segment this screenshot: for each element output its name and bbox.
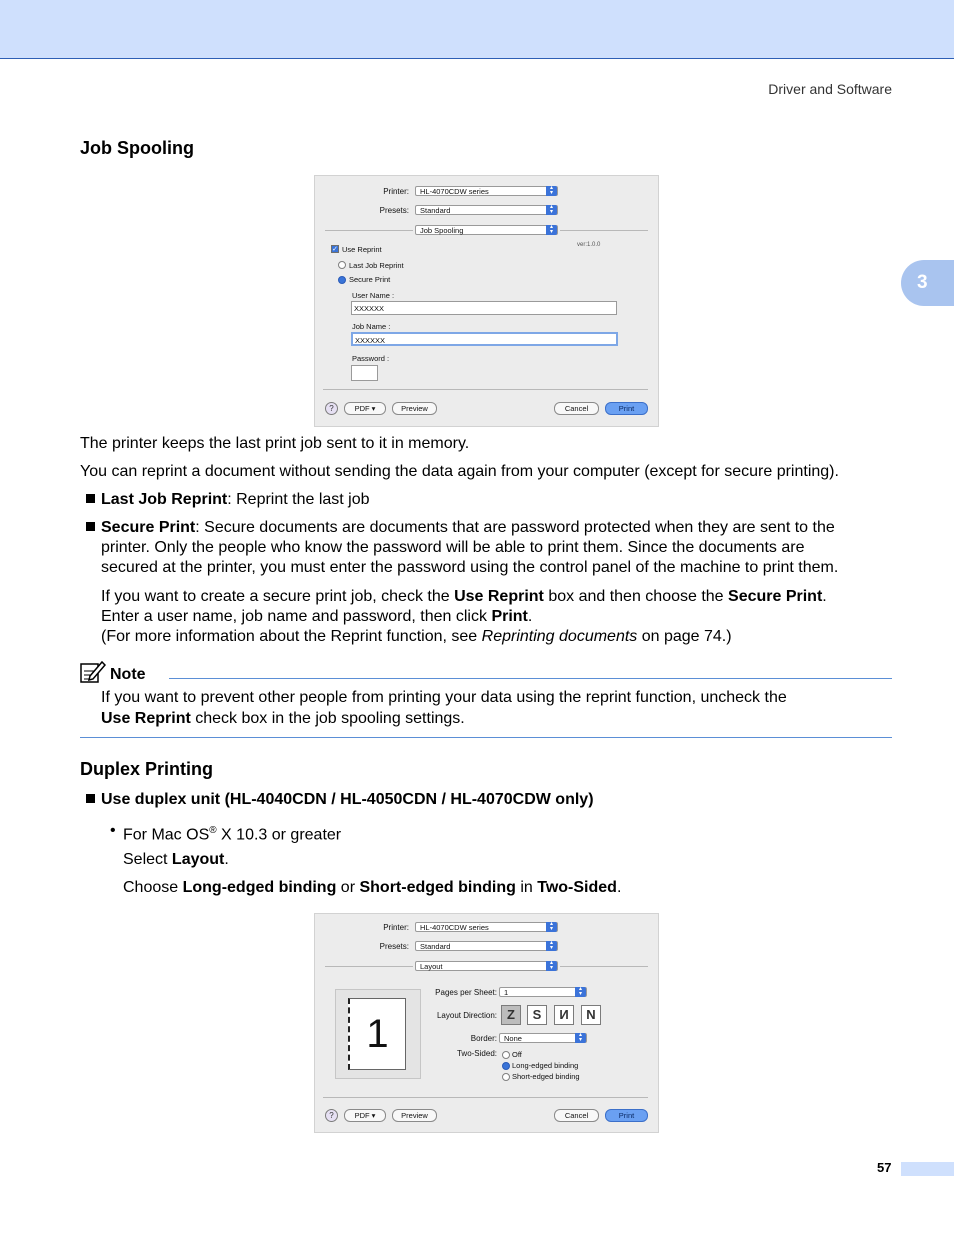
separator	[325, 966, 413, 967]
paragraph: Enter a user name, job name and password, then click Print.	[101, 608, 533, 625]
preview-button[interactable]: Preview	[392, 1109, 437, 1122]
bullet-square	[86, 794, 95, 803]
last-job-reprint-radio[interactable]	[338, 261, 346, 269]
layout-dialog	[314, 913, 659, 1133]
note-divider	[80, 737, 892, 738]
layout-direction-z[interactable]: Z	[501, 1005, 521, 1025]
note-text: Use Reprint check box in the job spooling settings.	[101, 710, 465, 727]
user-name-field[interactable]: XXXXXX	[351, 301, 617, 315]
preview-button[interactable]: Preview	[392, 402, 437, 415]
page-number: 57	[877, 1160, 892, 1175]
note-text: If you want to prevent other people from printing your data using the reprint function, uncheck the	[101, 689, 787, 706]
separator	[323, 1097, 648, 1098]
chapter-tab: 3	[901, 260, 954, 306]
page-preview: 1	[348, 998, 406, 1070]
layout-direction-s[interactable]: S	[527, 1005, 547, 1025]
printer-popup[interactable]: HL-4070CDW series ▴ ▾	[415, 186, 558, 196]
layout-direction-reverse-n[interactable]: И	[554, 1005, 574, 1025]
paragraph: You can reprint a document without sending the data again from your computer (except for secure printing).	[80, 463, 839, 480]
layout-direction-n[interactable]: N	[581, 1005, 601, 1025]
short-edged-binding-label: Short-edged binding	[512, 1072, 580, 1081]
print-button[interactable]: Print	[605, 1109, 648, 1122]
bullet-square	[86, 494, 95, 503]
pages-per-sheet-label: Pages per Sheet:	[435, 988, 497, 997]
note-pencil-icon	[80, 660, 106, 684]
panel-popup[interactable]: Job Spooling ▴ ▾	[415, 225, 558, 235]
layout-direction-label: Layout Direction:	[436, 1011, 497, 1020]
password-field[interactable]	[351, 365, 378, 381]
job-name-label: Job Name :	[352, 322, 391, 331]
paragraph: (For more information about the Reprint function, see Reprinting documents on page 74.)	[101, 628, 732, 645]
presets-label: Presets:	[379, 206, 409, 215]
secure-print-label: Secure Print	[349, 275, 391, 284]
section-header: Driver and Software	[768, 81, 892, 97]
duplex-printing-heading: Duplex Printing	[80, 759, 214, 779]
header-bar	[0, 0, 954, 59]
separator	[325, 230, 413, 231]
page-preview-frame	[335, 989, 421, 1079]
cancel-button[interactable]: Cancel	[554, 1109, 599, 1122]
print-button[interactable]: Print	[605, 402, 648, 415]
pages-per-sheet-popup[interactable]: 1 ▴ ▾	[499, 987, 587, 997]
two-sided-label: Two-Sided:	[456, 1049, 497, 1058]
panel-popup[interactable]: Layout ▴ ▾	[415, 961, 558, 971]
separator	[323, 389, 648, 390]
choose-binding-step: Choose Long-edged binding or Short-edged binding in Two-Sided.	[123, 879, 622, 896]
note-title: Note	[110, 666, 146, 683]
user-name-label: User Name :	[352, 291, 395, 300]
printer-label: Printer:	[383, 187, 409, 196]
job-spooling-dialog	[314, 175, 659, 427]
two-sided-off-label: Off	[512, 1050, 522, 1059]
separator	[560, 966, 648, 967]
presets-popup[interactable]: Standard ▴ ▾	[415, 205, 558, 215]
two-sided-off-radio[interactable]	[502, 1051, 510, 1059]
secure-print-radio[interactable]	[338, 276, 346, 284]
use-reprint-checkbox[interactable]: ✓	[332, 246, 338, 253]
short-edged-binding-radio[interactable]	[502, 1073, 510, 1081]
bullet-last-job-reprint: Last Job Reprint: Reprint the last job	[101, 491, 370, 508]
presets-popup[interactable]: Standard ▴ ▾	[415, 941, 558, 951]
printer-popup[interactable]: HL-4070CDW series ▴ ▾	[415, 922, 558, 932]
help-icon[interactable]: ?	[325, 402, 338, 415]
job-spooling-heading: Job Spooling	[80, 138, 194, 158]
separator	[560, 230, 648, 231]
long-edged-binding-radio[interactable]	[502, 1062, 510, 1070]
version-label: ver:1.0.0	[577, 242, 601, 248]
paragraph: printer. Only the people who know the password will be able to print them. Since the documents are	[101, 539, 805, 556]
paragraph: If you want to create a secure print job, check the Use Reprint box and then choose the Secure Print.	[101, 588, 827, 605]
last-job-reprint-label: Last Job Reprint	[349, 261, 404, 270]
border-label: Border:	[470, 1034, 497, 1043]
long-edged-binding-label: Long-edged binding	[512, 1061, 579, 1070]
round-bullet: •	[110, 822, 116, 839]
reprinting-documents-link[interactable]: Reprinting documents	[481, 628, 638, 645]
bullet-duplex-unit: Use duplex unit (HL-4040CDN / HL-4050CDN / HL-4070CDW only)	[101, 791, 594, 808]
select-layout-step: Select Layout.	[123, 851, 229, 868]
password-label: Password :	[352, 354, 390, 363]
use-reprint-label: Use Reprint	[342, 245, 382, 254]
paragraph: The printer keeps the last print job sent to it in memory.	[80, 435, 470, 452]
help-icon[interactable]: ?	[325, 1109, 338, 1122]
note-divider	[169, 678, 892, 679]
pdf-button[interactable]: PDF ▾	[344, 1109, 386, 1122]
pdf-button[interactable]: PDF ▾	[344, 402, 386, 415]
bullet-square	[86, 522, 95, 531]
footer-bar	[901, 1162, 954, 1176]
mac-os-item: For Mac OS® X 10.3 or greater	[123, 825, 342, 844]
bullet-secure-print: Secure Print: Secure documents are documents that are password protected when they are sent to the	[101, 519, 835, 536]
cancel-button[interactable]: Cancel	[554, 402, 599, 415]
presets-label: Presets:	[379, 942, 409, 951]
printer-label: Printer:	[383, 923, 409, 932]
paragraph: secured at the printer, you must enter the password using the control panel of the machine to print them.	[101, 559, 839, 576]
border-popup[interactable]: None ▴ ▾	[499, 1033, 587, 1043]
job-name-field[interactable]: XXXXXX	[351, 332, 618, 346]
